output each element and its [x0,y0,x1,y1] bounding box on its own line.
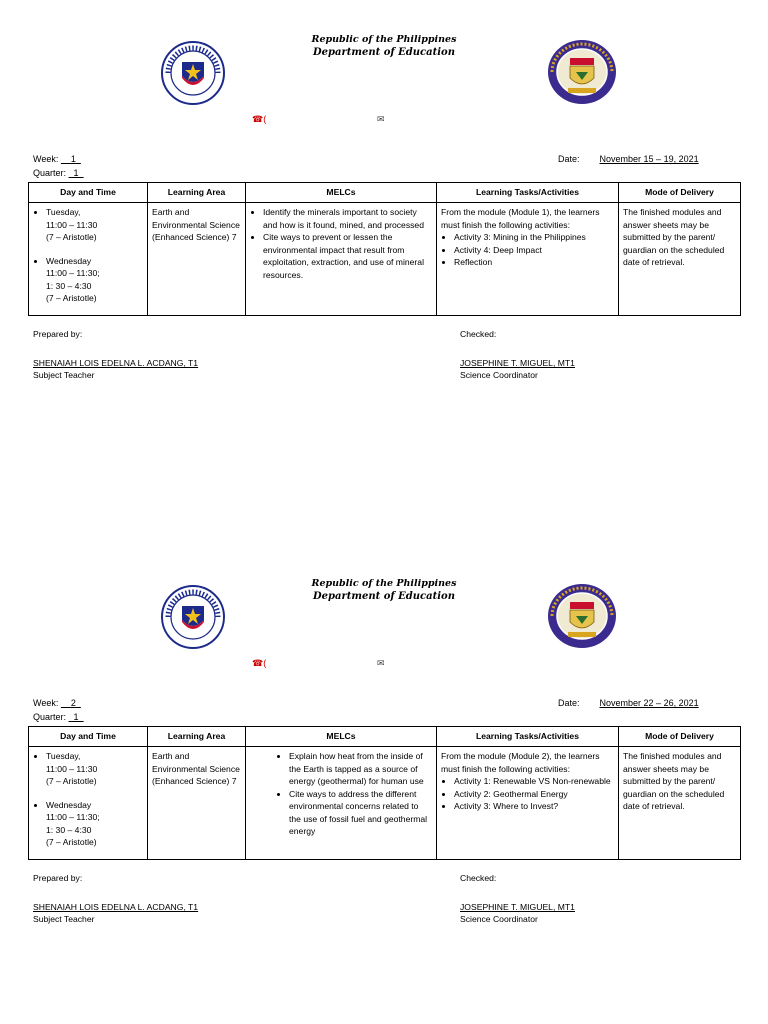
prepared-by-signatory [33,901,198,925]
week-field [33,698,81,708]
melc-item: • Cite ways to address the different environmental concerns related to the use of fossil fuel and geothermal energy [289,788,432,838]
learning-area-cell: Earth and Environmental Science (Enhanced Science) 7 [148,747,246,860]
quarter-label: Quarter: [33,712,67,722]
melc-item: • Explain how heat from the inside of the Earth is tapped as a source of energy (geothermal) for human use [289,750,432,788]
lesson-plan-table [28,182,741,316]
task-item: • Activity 1: Renewable VS Non-renewable [454,775,614,788]
phone-icon: ☎( [252,658,267,668]
col-learning-tasks: Learning Tasks/Activities [437,183,619,203]
melc-item: • Cite ways to prevent or lessen the environmental impact that result from exploitation, extraction, and use of mineral resources. [263,231,432,281]
melcs-cell [246,747,437,860]
task-item: • Activity 3: Where to Invest? [454,800,614,813]
checked-name: JOSEPHINE T. MIGUEL, MT1 [460,902,575,912]
date-field [558,154,699,164]
col-learning-area: Learning Area [148,183,246,203]
republic-header [250,577,518,603]
phone-icon: ☎( [252,114,267,124]
week-value: 1 [70,154,76,164]
schedule-wednesday: • Wednesday 11:00 – 11:30; 1: 30 – 4:30 (7 – Aristotle) [46,799,143,849]
prepared-name: SHENAIAH LOIS EDELNA L. ACDANG, T1 [33,902,199,912]
quarter-field [33,712,84,722]
tasks-intro: From the module (Module 2), the learners must finish the following activities: [441,751,600,774]
schedule-tuesday: • Tuesday, 11:00 – 11:30 (7 – Aristotle) [46,750,143,788]
date-value: November 15 – 19, 2021 [599,154,699,164]
week-label: Week: [33,154,59,164]
task-item: • Activity 2: Geothermal Energy [454,788,614,801]
republic-line: Republic of the Philippines [311,578,457,589]
col-learning-area: Learning Area [148,727,246,747]
republic-header [250,33,518,59]
checked-role: Science Coordinator [460,370,538,380]
table-header-row [29,727,741,747]
schedule-tuesday: • Tuesday, 11:00 – 11:30 (7 – Aristotle) [46,206,143,244]
prepared-by-signatory [33,357,198,381]
table-row [29,203,741,316]
checked-name: JOSEPHINE T. MIGUEL, MT1 [460,358,575,368]
tasks-intro: From the module (Module 1), the learners must finish the following activities: [441,207,600,230]
lesson-plan-week-2 [0,544,768,964]
prepared-name: SHENAIAH LOIS EDELNA L. ACDANG, T1 [33,358,199,368]
mail-icon: ✉ [377,114,385,124]
col-melcs: MELCs [246,727,437,747]
checked-role: Science Coordinator [460,914,538,924]
melc-item: • Identify the minerals important to society and how is it found, mined, and processed [263,206,432,231]
learning-area-cell: Earth and Environmental Science (Enhanced Science) 7 [148,203,246,316]
department-line: Department of Education [313,47,455,58]
date-field [558,698,699,708]
checked-label: Checked: [460,873,497,883]
table-row [29,747,741,860]
melcs-cell [246,203,437,316]
deped-seal-icon [160,40,226,106]
week-value: 2 [70,698,76,708]
prepared-by-label: Prepared by: [33,873,83,883]
col-mode-delivery: Mode of Delivery [619,183,741,203]
col-mode-delivery: Mode of Delivery [619,727,741,747]
republic-line: Republic of the Philippines [311,34,457,45]
date-label: Date: [558,154,580,164]
schedule-wednesday: • Wednesday 11:00 – 11:30; 1: 30 – 4:30 (7 – Aristotle) [46,255,143,305]
prepared-role: Subject Teacher [33,914,95,924]
lesson-plan-table [28,726,741,860]
quarter-field [33,168,84,178]
school-seal-icon [546,38,618,106]
task-item: • Activity 4: Deep Impact [454,244,614,257]
date-value: November 22 – 26, 2021 [599,698,699,708]
table-header-row [29,183,741,203]
tasks-cell [437,747,619,860]
week-label: Week: [33,698,59,708]
deped-seal-icon [160,584,226,650]
schedule-cell [29,203,148,316]
week-field [33,154,81,164]
mail-icon: ✉ [377,658,385,668]
quarter-label: Quarter: [33,168,67,178]
date-label: Date: [558,698,580,708]
col-day-time: Day and Time [29,727,148,747]
prepared-by-label: Prepared by: [33,329,83,339]
tasks-cell [437,203,619,316]
delivery-cell: The finished modules and answer sheets may be submitted by the parent/ guardian on the scheduled date of retrieval. [619,747,741,860]
checked-by-signatory [460,901,575,925]
school-seal-icon [546,582,618,650]
schedule-cell [29,747,148,860]
task-item: • Activity 3: Mining in the Philippines [454,231,614,244]
quarter-value: 1 [73,712,79,722]
prepared-role: Subject Teacher [33,370,95,380]
col-day-time: Day and Time [29,183,148,203]
lesson-plan-week-1 [0,0,768,420]
col-melcs: MELCs [246,183,437,203]
department-line: Department of Education [313,591,455,602]
quarter-value: 1 [73,168,79,178]
delivery-cell: The finished modules and answer sheets may be submitted by the parent/ guardian on the scheduled date of retrieval. [619,203,741,316]
task-item: • Reflection [454,256,614,269]
checked-label: Checked: [460,329,497,339]
col-learning-tasks: Learning Tasks/Activities [437,727,619,747]
checked-by-signatory [460,357,575,381]
